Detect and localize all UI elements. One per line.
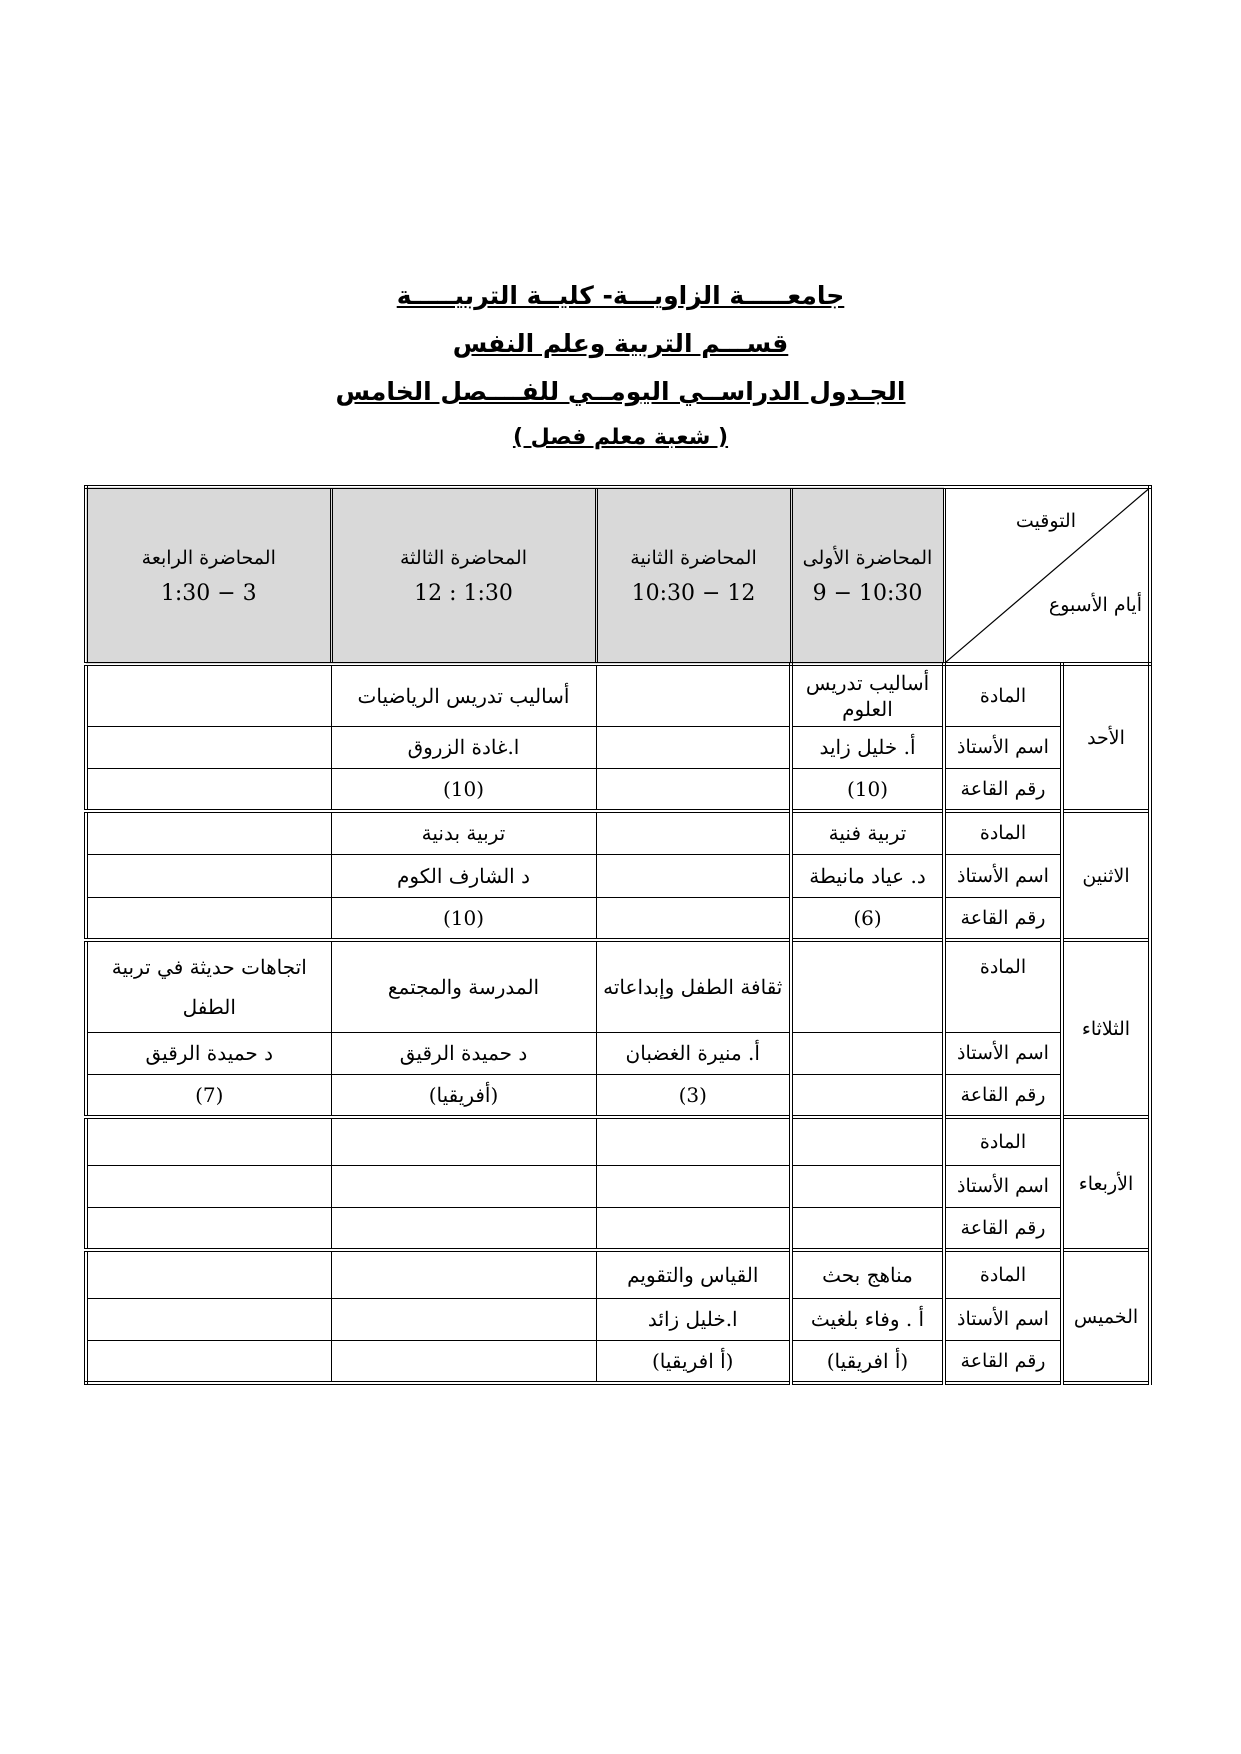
- table-row: [86, 1298, 1150, 1340]
- table-row: [86, 1165, 1150, 1207]
- teacher-cell: [596, 726, 791, 768]
- teacher-cell: [596, 854, 791, 897]
- room-cell: (10): [791, 768, 944, 811]
- subject-cell: المدرسة والمجتمع: [331, 940, 596, 1032]
- day-thursday: الخميس: [1062, 1250, 1150, 1383]
- period-4-name: المحاضرة الرابعة: [141, 546, 276, 569]
- room-cell: (3): [596, 1074, 791, 1117]
- subject-cell: [331, 1117, 596, 1165]
- teacher-cell: [791, 1032, 944, 1074]
- row-label-teacher: اسم الأستاذ: [944, 1032, 1062, 1074]
- subject-cell: [596, 1117, 791, 1165]
- subject-cell: القياس والتقويم: [596, 1250, 791, 1298]
- subject-cell: تربية بدنية: [331, 811, 596, 854]
- table-row: [86, 897, 1150, 940]
- period-3-time: 12 : 1:30: [414, 580, 513, 606]
- period-2-time: 10:30 − 12: [631, 580, 756, 606]
- table-row: [86, 1117, 1150, 1165]
- row-label-teacher: اسم الأستاذ: [944, 726, 1062, 768]
- teacher-cell: د حميدة الرقيق: [331, 1032, 596, 1074]
- table-row: [86, 1207, 1150, 1250]
- row-label-teacher: اسم الأستاذ: [944, 854, 1062, 897]
- teacher-cell: أ. خليل زايد: [791, 726, 944, 768]
- period-4-header: [86, 487, 331, 664]
- schedule-title: الجـدول الدراســي اليومــي للفــــصل الخامس: [335, 377, 906, 406]
- teacher-cell: [331, 1165, 596, 1207]
- period-1-name: المحاضرة الأولى: [802, 546, 933, 569]
- timing-label: التوقيت: [1015, 510, 1076, 532]
- period-1-time: 9 − 10:30: [812, 580, 923, 606]
- subject-cell: اتجاهات حديثة في تربية الطفل: [86, 940, 331, 1032]
- day-tuesday: الثلاثاء: [1062, 940, 1150, 1117]
- room-cell: (10): [331, 897, 596, 940]
- document-header: [0, 280, 1241, 470]
- subject-cell: [791, 1117, 944, 1165]
- room-cell: [86, 1340, 331, 1383]
- period-4-time: 1:30 − 3: [160, 580, 257, 606]
- row-label-subject: المادة: [944, 1117, 1062, 1165]
- period-2-header: [596, 487, 791, 664]
- room-cell: [86, 1207, 331, 1250]
- table-row: [86, 664, 1150, 726]
- table-header-row: [86, 487, 1150, 664]
- subject-cell: أساليب تدريس العلوم: [791, 664, 944, 726]
- row-label-room: رقم القاعة: [944, 1340, 1062, 1383]
- teacher-cell: أ . وفاء بلغيث: [791, 1298, 944, 1340]
- room-cell: [86, 768, 331, 811]
- subject-cell: [596, 664, 791, 726]
- room-cell: (أ افريقيا): [596, 1340, 791, 1383]
- row-label-subject: المادة: [944, 811, 1062, 854]
- row-label-room: رقم القاعة: [944, 1207, 1062, 1250]
- table-row: [86, 1340, 1150, 1383]
- subject-cell: [86, 1250, 331, 1298]
- corner-cell: [944, 487, 1150, 664]
- subject-cell: أساليب تدريس الرياضيات: [331, 664, 596, 726]
- row-label-room: رقم القاعة: [944, 897, 1062, 940]
- table-row: [86, 768, 1150, 811]
- teacher-cell: [331, 1298, 596, 1340]
- section-title: ( شعبة معلم فصل ): [512, 425, 729, 450]
- schedule-table: [84, 485, 1152, 1385]
- teacher-cell: ا.غادة الزروق: [331, 726, 596, 768]
- room-cell: [791, 1074, 944, 1117]
- room-cell: (أ افريقيا): [791, 1340, 944, 1383]
- row-label-room: رقم القاعة: [944, 1074, 1062, 1117]
- table-row: [86, 726, 1150, 768]
- subject-cell: [331, 1250, 596, 1298]
- row-label-teacher: اسم الأستاذ: [944, 1165, 1062, 1207]
- table-row: [86, 1032, 1150, 1074]
- subject-cell: مناهج بحث: [791, 1250, 944, 1298]
- subject-cell: [596, 811, 791, 854]
- subject-cell: [791, 940, 944, 1032]
- row-label-teacher: اسم الأستاذ: [944, 1298, 1062, 1340]
- table-row: [86, 940, 1150, 1032]
- teacher-cell: [86, 726, 331, 768]
- row-label-subject: المادة: [944, 1250, 1062, 1298]
- department-title: قســـم التربية وعلم النفس: [452, 329, 789, 358]
- period-3-header: [331, 487, 596, 664]
- teacher-cell: د الشارف الكوم: [331, 854, 596, 897]
- room-cell: [331, 1207, 596, 1250]
- room-cell: (10): [331, 768, 596, 811]
- room-cell: [596, 897, 791, 940]
- room-cell: (أفريقيا): [331, 1074, 596, 1117]
- day-monday: الاثنين: [1062, 811, 1150, 940]
- teacher-cell: ا.خليل زائد: [596, 1298, 791, 1340]
- period-2-name: المحاضرة الثانية: [630, 546, 757, 569]
- table-row: [86, 1250, 1150, 1298]
- row-label-room: رقم القاعة: [944, 768, 1062, 811]
- room-cell: [791, 1207, 944, 1250]
- subject-cell: ثقافة الطفل وإبداعاته: [596, 940, 791, 1032]
- table-row: [86, 811, 1150, 854]
- room-cell: [596, 768, 791, 811]
- period-3-name: المحاضرة الثالثة: [399, 546, 528, 569]
- day-wednesday: الأربعاء: [1062, 1117, 1150, 1250]
- teacher-cell: [596, 1165, 791, 1207]
- teacher-cell: [86, 854, 331, 897]
- room-cell: [596, 1207, 791, 1250]
- table-row: [86, 1074, 1150, 1117]
- teacher-cell: أ. منيرة الغضبان: [596, 1032, 791, 1074]
- teacher-cell: [86, 1165, 331, 1207]
- subject-cell: [86, 664, 331, 726]
- row-label-subject: المادة: [944, 940, 1062, 1032]
- university-title: جامعـــــة الزاويـــة- كليــة التربيـــــة: [396, 281, 845, 310]
- subject-cell: [86, 811, 331, 854]
- teacher-cell: د حميدة الرقيق: [86, 1032, 331, 1074]
- room-cell: [331, 1340, 596, 1383]
- teacher-cell: [86, 1298, 331, 1340]
- subject-cell: [86, 1117, 331, 1165]
- room-cell: [86, 897, 331, 940]
- teacher-cell: د. عياد مانيطة: [791, 854, 944, 897]
- day-sunday: الأحد: [1062, 664, 1150, 811]
- period-1-header: [791, 487, 944, 664]
- weekdays-label: أيام الأسبوع: [1048, 594, 1142, 616]
- teacher-cell: [791, 1165, 944, 1207]
- subject-cell: تربية فنية: [791, 811, 944, 854]
- room-cell: (7): [86, 1074, 331, 1117]
- table-row: [86, 854, 1150, 897]
- row-label-subject: المادة: [944, 664, 1062, 726]
- room-cell: (6): [791, 897, 944, 940]
